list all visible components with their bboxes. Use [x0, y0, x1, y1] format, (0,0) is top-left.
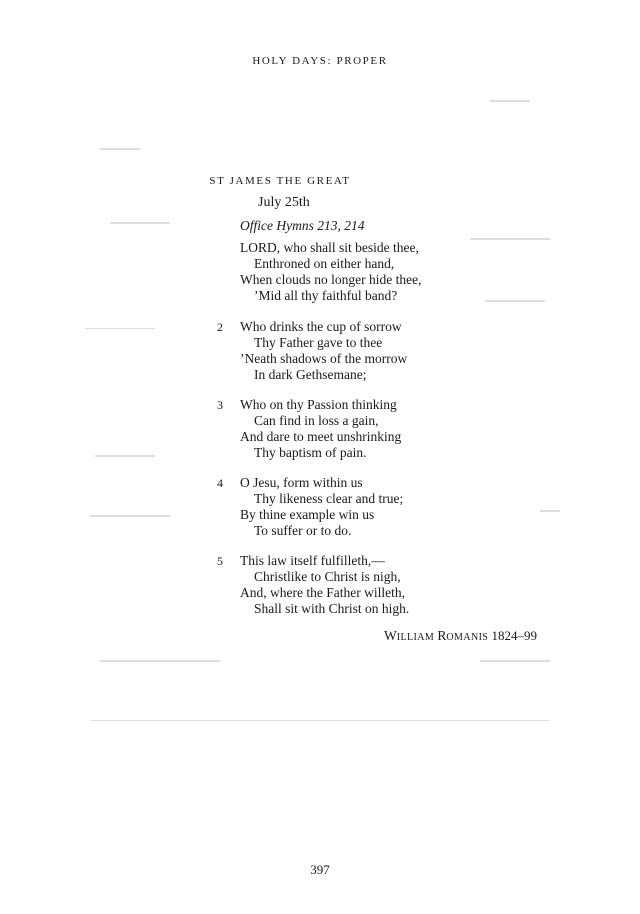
verse-4	[217, 475, 404, 539]
bleed-mark	[95, 455, 155, 457]
page-number: 397	[310, 862, 330, 877]
author-last-initial: R	[437, 628, 447, 643]
verse-line: Who on thy Passion thinking	[240, 397, 397, 412]
bleed-mark	[470, 238, 550, 240]
verse-line: This law itself fulfilleth,—	[240, 553, 385, 568]
office-hymns-reference: Office Hymns 213, 214	[240, 218, 365, 233]
verse-line: O Jesu, form within us	[240, 475, 363, 490]
verse-number: 2	[217, 320, 223, 334]
verse-line: Thy Father gave to thee	[254, 335, 383, 350]
verse-line: Shall sit with Christ on high.	[254, 601, 410, 616]
bleed-mark	[480, 660, 550, 662]
verse-number: 4	[217, 476, 223, 490]
feast-date: July 25th	[258, 195, 310, 210]
verse-line: To suffer or to do.	[254, 523, 352, 538]
verse-1	[240, 240, 421, 304]
verse-line: ’Neath shadows of the morrow	[240, 351, 408, 366]
verse-line: Enthroned on either hand,	[254, 256, 395, 271]
verse-line: In dark Gethsemane;	[254, 367, 367, 382]
author-attribution	[384, 628, 537, 644]
bleed-mark	[100, 660, 220, 662]
verse-line: And dare to meet unshrinking	[240, 429, 402, 444]
author-last-rest: OMANIS	[446, 632, 489, 643]
verse-line: LORD, who shall sit beside thee,	[240, 240, 419, 255]
bleed-mark	[490, 100, 530, 102]
verse-3	[217, 397, 402, 461]
bleed-mark	[100, 148, 140, 150]
bleed-mark	[90, 515, 170, 517]
verse-line: Thy likeness clear and true;	[254, 491, 404, 506]
author-first-rest: ILLIAM	[396, 632, 435, 643]
bleed-mark	[85, 328, 155, 329]
verse-line: Can find in loss a gain,	[254, 413, 379, 428]
bleed-mark	[90, 720, 550, 721]
verse-5	[217, 553, 410, 617]
author-first-initial: W	[384, 628, 397, 643]
running-head: HOLY DAYS: PROPER	[252, 55, 388, 67]
verse-line: By thine example win us	[240, 507, 375, 522]
verse-number: 5	[217, 554, 223, 568]
verse-line: Christlike to Christ is nigh,	[254, 569, 401, 584]
verse-number: 3	[217, 398, 223, 412]
author-dates: 1824–99	[491, 628, 538, 643]
bleed-mark	[540, 510, 560, 512]
bleed-mark	[485, 300, 545, 302]
verse-2	[217, 319, 408, 383]
hymn-title: ST JAMES THE GREAT	[209, 175, 351, 187]
verse-line: ’Mid all thy faithful band?	[254, 288, 398, 303]
verse-line: Thy baptism of pain.	[254, 445, 367, 460]
verse-line: And, where the Father willeth,	[240, 585, 405, 600]
verse-line: Who drinks the cup of sorrow	[240, 319, 402, 334]
bleed-mark	[110, 222, 170, 224]
verse-line: When clouds no longer hide thee,	[240, 272, 422, 287]
